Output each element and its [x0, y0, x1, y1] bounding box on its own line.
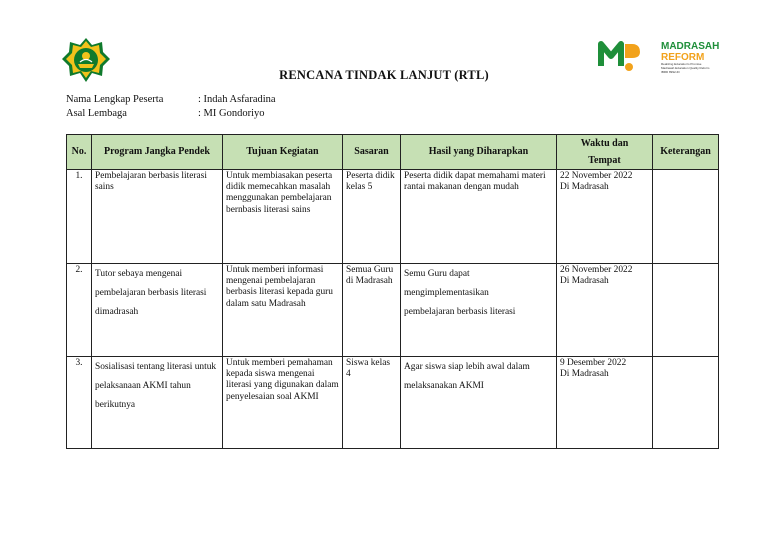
row-place: Di Madrasah	[560, 182, 609, 193]
institution-value: : MI Gondoriyo	[198, 108, 265, 119]
logo-tagline2: Madrasah Education Quality Reform	[661, 66, 710, 70]
row-date: 9 Desember 2022	[560, 358, 627, 368]
row-hasil-line: Agar siswa siap lebih awal dalam	[404, 362, 530, 372]
row-no: 3.	[67, 357, 92, 449]
header-keterangan: Keterangan	[653, 135, 719, 170]
logo-tagline1: Realizing Education's Promise	[661, 62, 702, 66]
row-place: Di Madrasah	[560, 276, 609, 287]
row-tujuan: Untuk membiasakan peserta didik memecahkan masalah menggunakan pembelajaran bernbasis literasi sains	[223, 170, 343, 264]
row-date: 22 November 2022	[560, 171, 633, 181]
row-program: Sosialisasi tentang literasi untuk pelaksanaan AKMI tahun berikutnya	[92, 357, 223, 449]
header-tujuan: Tujuan Kegiatan	[223, 135, 343, 170]
header-hasil: Hasil yang Diharapkan	[401, 135, 557, 170]
participant-info	[66, 93, 276, 121]
header-no: No.	[67, 135, 92, 170]
row-hasil	[401, 264, 557, 357]
institution-label: Asal Lembaga	[66, 108, 127, 119]
row-keterangan	[653, 357, 719, 449]
rtl-table	[66, 134, 719, 449]
header-program: Program Jangka Pendek	[92, 135, 223, 170]
row-tujuan: Untuk memberi pemahaman kepada siswa mengenai literasi yang digunakan dalam penyelesaian soal AKMI	[223, 357, 343, 449]
header-sasaran: Sasaran	[343, 135, 401, 170]
row-keterangan	[653, 264, 719, 357]
row-waktu	[557, 170, 653, 264]
row-hasil-line: melaksanakan AKMI	[404, 381, 484, 391]
name-label: Nama Lengkap Peserta	[66, 94, 164, 105]
row-program: Tutor sebaya mengenai pembelajaran berbasis literasi dimadrasah	[92, 264, 223, 357]
row-no: 1.	[67, 170, 92, 264]
row-hasil-line: pembelajaran berbasis literasi	[404, 307, 516, 317]
row-no: 2.	[67, 264, 92, 357]
header-waktu	[557, 135, 653, 170]
row-place: Di Madrasah	[560, 369, 609, 380]
row-keterangan	[653, 170, 719, 264]
header-waktu-line2: Tempat	[588, 155, 621, 166]
row-sasaran: Siswa kelas 4	[343, 357, 401, 449]
table-row	[67, 170, 719, 264]
row-date: 26 November 2022	[560, 265, 633, 275]
logo-line2: REFORM	[661, 52, 705, 63]
row-sasaran: Semua Guru di Madrasah	[343, 264, 401, 357]
row-sasaran: Peserta didik kelas 5	[343, 170, 401, 264]
name-value: : Indah Asfaradina	[198, 94, 276, 105]
row-tujuan: Untuk memberi informasi mengenai pembelajaran berbasis literasi kepada guru dalam satu Madrasah	[223, 264, 343, 357]
row-hasil-line: Semu Guru dapat	[404, 269, 470, 279]
row-waktu	[557, 264, 653, 357]
row-hasil-line: mengimplementasikan	[404, 288, 489, 298]
page-title: RENCANA TINDAK LANJUT (RTL)	[279, 68, 489, 82]
logo-line1: MADRASAH	[661, 41, 720, 52]
table-row	[67, 264, 719, 357]
row-program: Pembelajaran berbasis literasi sains	[92, 170, 223, 264]
row-waktu	[557, 357, 653, 449]
row-hasil: Peserta didik dapat memahami materi rantai makanan dengan mudah	[401, 170, 557, 264]
table-header-row	[67, 135, 719, 170]
logo-code: IBRD 8992-ID	[661, 70, 680, 74]
row-hasil	[401, 357, 557, 449]
header-waktu-line1: Waktu dan	[580, 137, 629, 149]
table-row	[67, 357, 719, 449]
